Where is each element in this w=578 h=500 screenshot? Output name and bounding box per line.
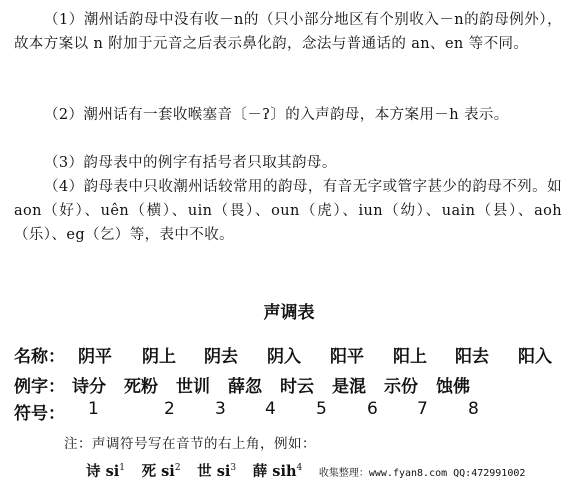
tone-example: 薛忽 xyxy=(228,377,262,397)
example-syllable: si xyxy=(216,463,231,480)
tone-names-label: 名称： xyxy=(14,347,65,367)
example-syllable: si xyxy=(161,463,175,480)
tone-mark-example xyxy=(197,463,236,480)
note-1: （1）潮州话韵母中没有收－n的（只小部分地区有个别收入－n的韵母例外），故本方案以 n 附加于元音之后表示鼻化韵，念法与普通话的 an、en 等不同。 xyxy=(14,12,562,52)
example-syllable: sih xyxy=(272,463,297,480)
tone-name: 阴入 xyxy=(267,347,301,367)
example-char: 世 xyxy=(197,463,212,480)
example-syllable: si xyxy=(105,463,120,480)
tone-mark-note: 注：声调符号写在音节的右上角，例如： xyxy=(64,436,316,452)
tone-mark-example xyxy=(142,463,181,480)
tone-symbol: 5 xyxy=(316,399,327,419)
tone-name: 阴去 xyxy=(204,347,238,367)
tone-examples-label: 例字： xyxy=(14,377,65,397)
tone-symbols-label: 符号： xyxy=(14,404,65,424)
note-4: （4）韵母表中只收潮州话较常用的韵母，有音无字或管字甚少的韵母不列。如 aon（好）、uên（横）、uin（畏）、oun（虎）、iun（幼）、uain（县）、aoh（乐）、eg（乞）等，表中不收。 xyxy=(14,179,562,243)
note-3: （3）韵母表中的例字有括号者只取其韵母。 xyxy=(44,155,337,171)
note-2: （2）潮州话有一套收喉塞音〔－ʔ〕的入声韵母，本方案用－h 表示。 xyxy=(44,107,509,123)
tone-name: 阳入 xyxy=(518,347,552,367)
tone-example: 是混 xyxy=(332,377,366,397)
tone-table-title: 声调表 xyxy=(263,303,315,323)
example-char: 诗 xyxy=(86,463,101,480)
tone-name: 阴上 xyxy=(142,347,176,367)
tone-example: 死粉 xyxy=(124,377,158,397)
example-tone: 2 xyxy=(174,463,181,474)
example-tone: 3 xyxy=(230,463,237,474)
tone-mark-example xyxy=(86,463,125,480)
tone-name: 阳去 xyxy=(455,347,489,367)
tone-example: 示份 xyxy=(384,377,418,397)
tone-name: 阴平 xyxy=(78,347,112,367)
tone-symbol: 3 xyxy=(215,399,226,419)
example-tone: 1 xyxy=(119,463,125,474)
tone-example: 诗分 xyxy=(72,377,106,397)
tone-symbol: 2 xyxy=(164,399,175,419)
tone-symbol: 7 xyxy=(417,399,428,419)
tone-example: 时云 xyxy=(280,377,314,397)
credit-text: 收集整理：www.fyan8.com QQ:472991002 xyxy=(318,468,526,479)
tone-symbol: 4 xyxy=(265,399,276,419)
tone-mark-example xyxy=(253,463,303,480)
tone-example: 蚀佛 xyxy=(436,377,470,397)
example-char: 薛 xyxy=(252,463,268,480)
tone-name: 阳上 xyxy=(393,347,427,367)
example-tone: 4 xyxy=(296,463,303,474)
tone-example: 世训 xyxy=(176,377,210,397)
tone-mark-examples xyxy=(86,460,525,481)
tone-symbol: 1 xyxy=(88,399,99,419)
tone-symbol: 6 xyxy=(367,399,378,419)
tone-name: 阳平 xyxy=(330,347,364,367)
example-char: 死 xyxy=(141,463,157,480)
tone-symbol: 8 xyxy=(468,399,479,419)
